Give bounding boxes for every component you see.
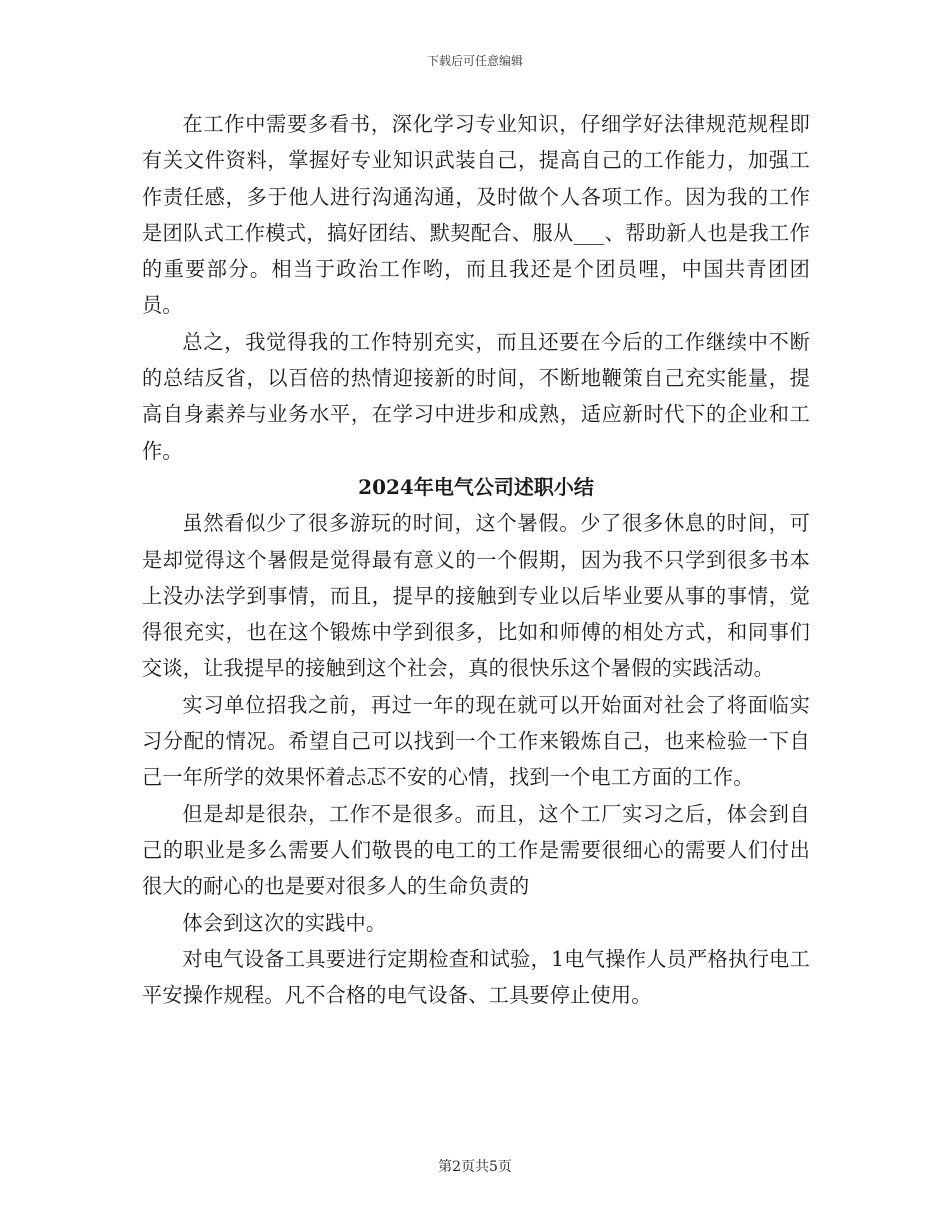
body-paragraph: 但是却是很杂，工作不是很多。而且，这个工厂实习之后，体会到自己的职业是多么需要人们敬畏的电工的工作是需要很细心的需要人们付出很大的耐心的也是要对很多人的生命负责的 [142, 801, 810, 899]
body-paragraph: 虽然看似少了很多游玩的时间，这个暑假。少了很多休息的时间，可是却觉得这个暑假是觉得最有意义的一个假期，因为我不只学到很多书本上没办法学到事情，而且，提早的接触到专业以后毕业要从事的事情，觉得很充实，也在这个锻炼中学到很多，比如和师傅的相处方式，和同事们交谈，让我提早的接触到这个社会，真的很快乐这个暑假的实践活动。 [142, 511, 810, 681]
section-title: 2024年电气公司述职小结 [358, 474, 594, 499]
body-paragraph: 在工作中需要多看书，深化学习专业知识，仔细学好法律规范规程即有关文件资料，掌握好专业知识武装自己，提高自己的工作能力，加强工作责任感，多于他人进行沟通沟通，及时做个人各项工作。因为我的工作是团队式工作模式，搞好团结、默契配合、服从___、帮助新人也是我工作的重要部分。相当于政治工作哟，而且我还是个团员哩，中国共青团团员。 [142, 112, 810, 318]
body-paragraph: 总之，我觉得我的工作特别充实，而且还要在今后的工作继续中不断的总结反省，以百倍的热情迎接新的时间，不断地鞭策自己充实能量，提高自身素养与业务水平，在学习中进步和成熟，适应新时代下的企业和工作。 [142, 329, 810, 463]
body-paragraph: 对电气设备工具要进行定期检查和试验，1电气操作人员严格执行电工平安操作规程。凡不合格的电气设备、工具要停止使用。 [142, 946, 810, 1008]
document-body [142, 106, 810, 1013]
body-paragraph: 体会到这次的实践中。 [182, 910, 387, 935]
body-paragraph: 实习单位招我之前，再过一年的现在就可以开始面对社会了将面临实习分配的情况。希望自己可以找到一个工作来锻炼自己，也来检验一下自己一年所学的效果怀着忐忑不安的心情，找到一个电工方面的工作。 [142, 692, 810, 790]
page-footer: 第2页共5页 [438, 1159, 512, 1175]
page-header: 下载后可任意编辑 [426, 54, 523, 68]
